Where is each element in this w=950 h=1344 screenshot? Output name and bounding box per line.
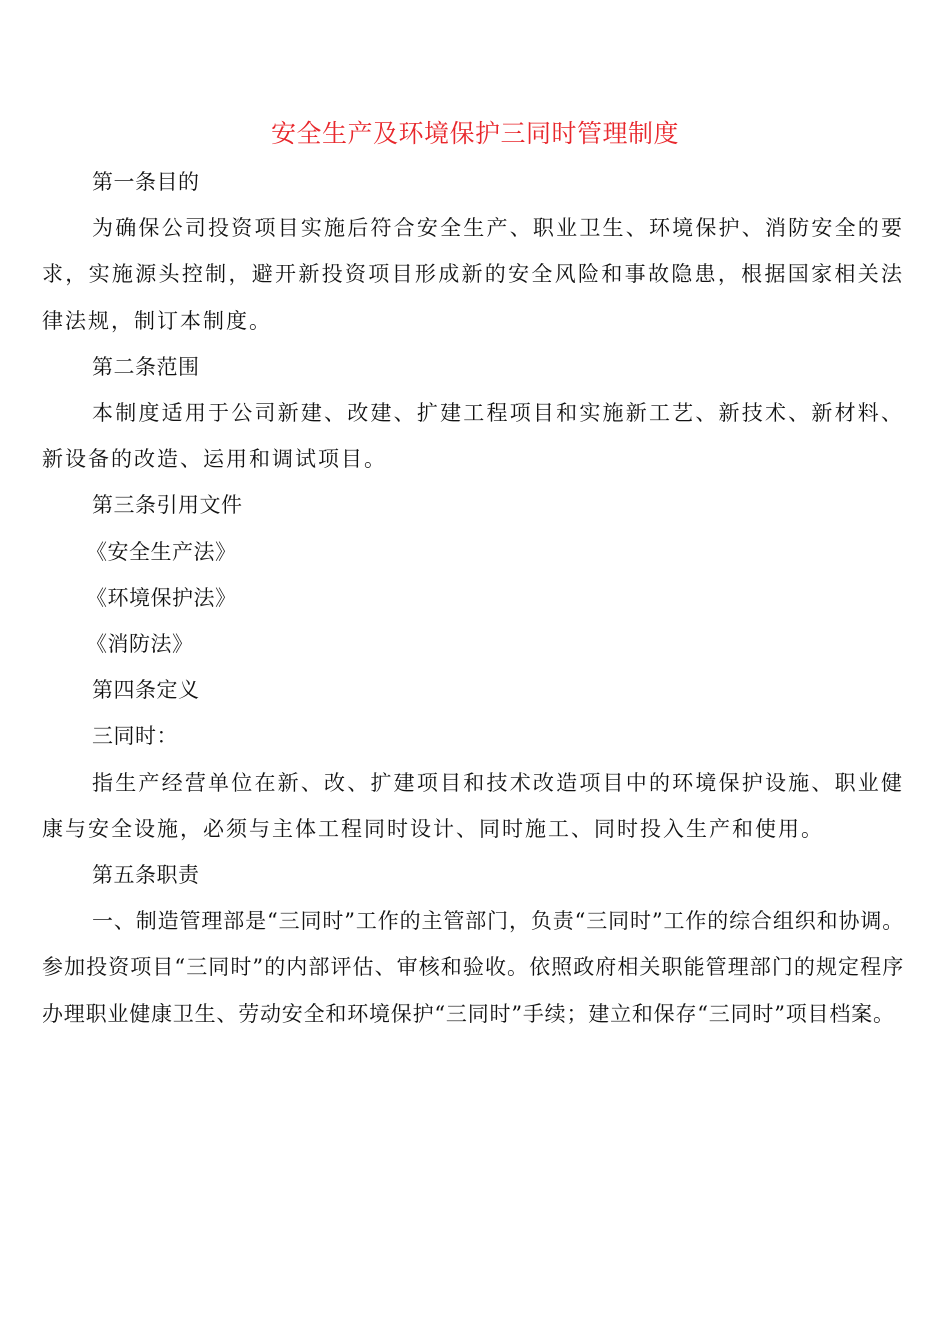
article-5-heading: 第五条职责 — [92, 863, 200, 888]
cited-document: 《安全生产法》 — [86, 539, 237, 564]
article-3-heading: 第三条引用文件 — [92, 493, 243, 518]
definition-text: 指生产经营单位在新、改、扩建项目和技术改造项目中的环境保护设施、职业健康与安全设施，必须与主体工程同时设计、同时施工、同时投入生产和使用。 — [42, 770, 904, 841]
definition-term: 三同时： — [92, 724, 178, 749]
article-2-heading: 第二条范围 — [92, 354, 200, 379]
article-4-heading: 第四条定义 — [92, 678, 200, 703]
article-2-text: 本制度适用于公司新建、改建、扩建工程项目和实施新工艺、新技术、新材料、新设备的改造、运用和调试项目。 — [42, 401, 904, 472]
article-5-item-1: 一、制造管理部是“三同时”工作的主管部门，负责“三同时”工作的综合组织和协调。参加投资项目“三同时”的内部评估、审核和验收。依照政府相关职能管理部门的规定程序办理职业健康卫生、劳动安全和环境保护“三同时”手续；建立和保存“三同时”项目档案。 — [42, 909, 904, 1026]
article-1-text: 为确保公司投资项目实施后符合安全生产、职业卫生、环境保护、消防安全的要求，实施源头控制，避开新投资项目形成新的安全风险和事故隐患，根据国家相关法律法规，制订本制度。 — [42, 216, 904, 333]
document-title: 安全生产及环境保护三同时管理制度 — [270, 119, 679, 148]
document-body — [42, 159, 904, 1037]
article-1-heading: 第一条目的 — [92, 170, 200, 194]
cited-document: 《消防法》 — [86, 632, 194, 657]
cited-document: 《环境保护法》 — [86, 585, 237, 610]
